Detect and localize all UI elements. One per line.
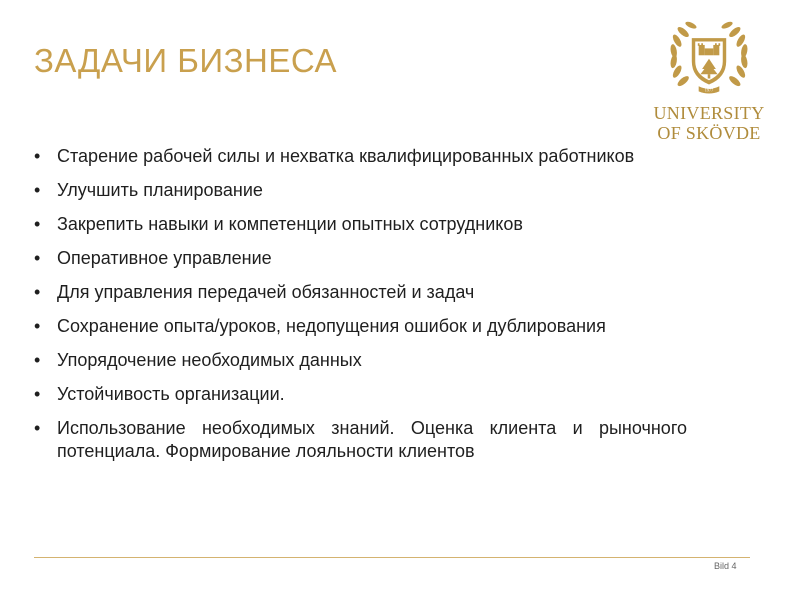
logo-text-of-skovde: OF SKÖVDE bbox=[657, 123, 761, 143]
bullet-list bbox=[34, 145, 687, 474]
list-item: • Улучшить планирование bbox=[34, 179, 687, 202]
list-item: • Упорядочение необходимых данных bbox=[34, 349, 687, 372]
logo-year: 1977 bbox=[704, 87, 714, 93]
slide-title: ЗАДАЧИ БИЗНЕСА bbox=[34, 42, 337, 79]
list-item: • Использование необходимых знаний. Оценка клиента и рыночного потенциала. Формирование лояльности клиентов bbox=[34, 417, 687, 463]
list-item: • Старение рабочей силы и нехватка квалифицированных работников bbox=[34, 145, 687, 168]
list-item: • Оперативное управление bbox=[34, 247, 687, 270]
page-number: Bild 4 bbox=[714, 561, 737, 571]
list-item: • Для управления передачей обязанностей и задач bbox=[34, 281, 687, 304]
footer-divider bbox=[34, 557, 750, 558]
university-logo bbox=[646, 14, 772, 143]
university-seal-icon bbox=[666, 14, 752, 100]
list-item: • Сохранение опыта/уроков, недопущения ошибок и дублирования bbox=[34, 315, 687, 338]
list-item: • Устойчивость организации. bbox=[34, 383, 687, 406]
list-item: • Закрепить навыки и компетенции опытных сотрудников bbox=[34, 213, 687, 236]
logo-text-university: UNIVERSITY bbox=[653, 103, 765, 123]
